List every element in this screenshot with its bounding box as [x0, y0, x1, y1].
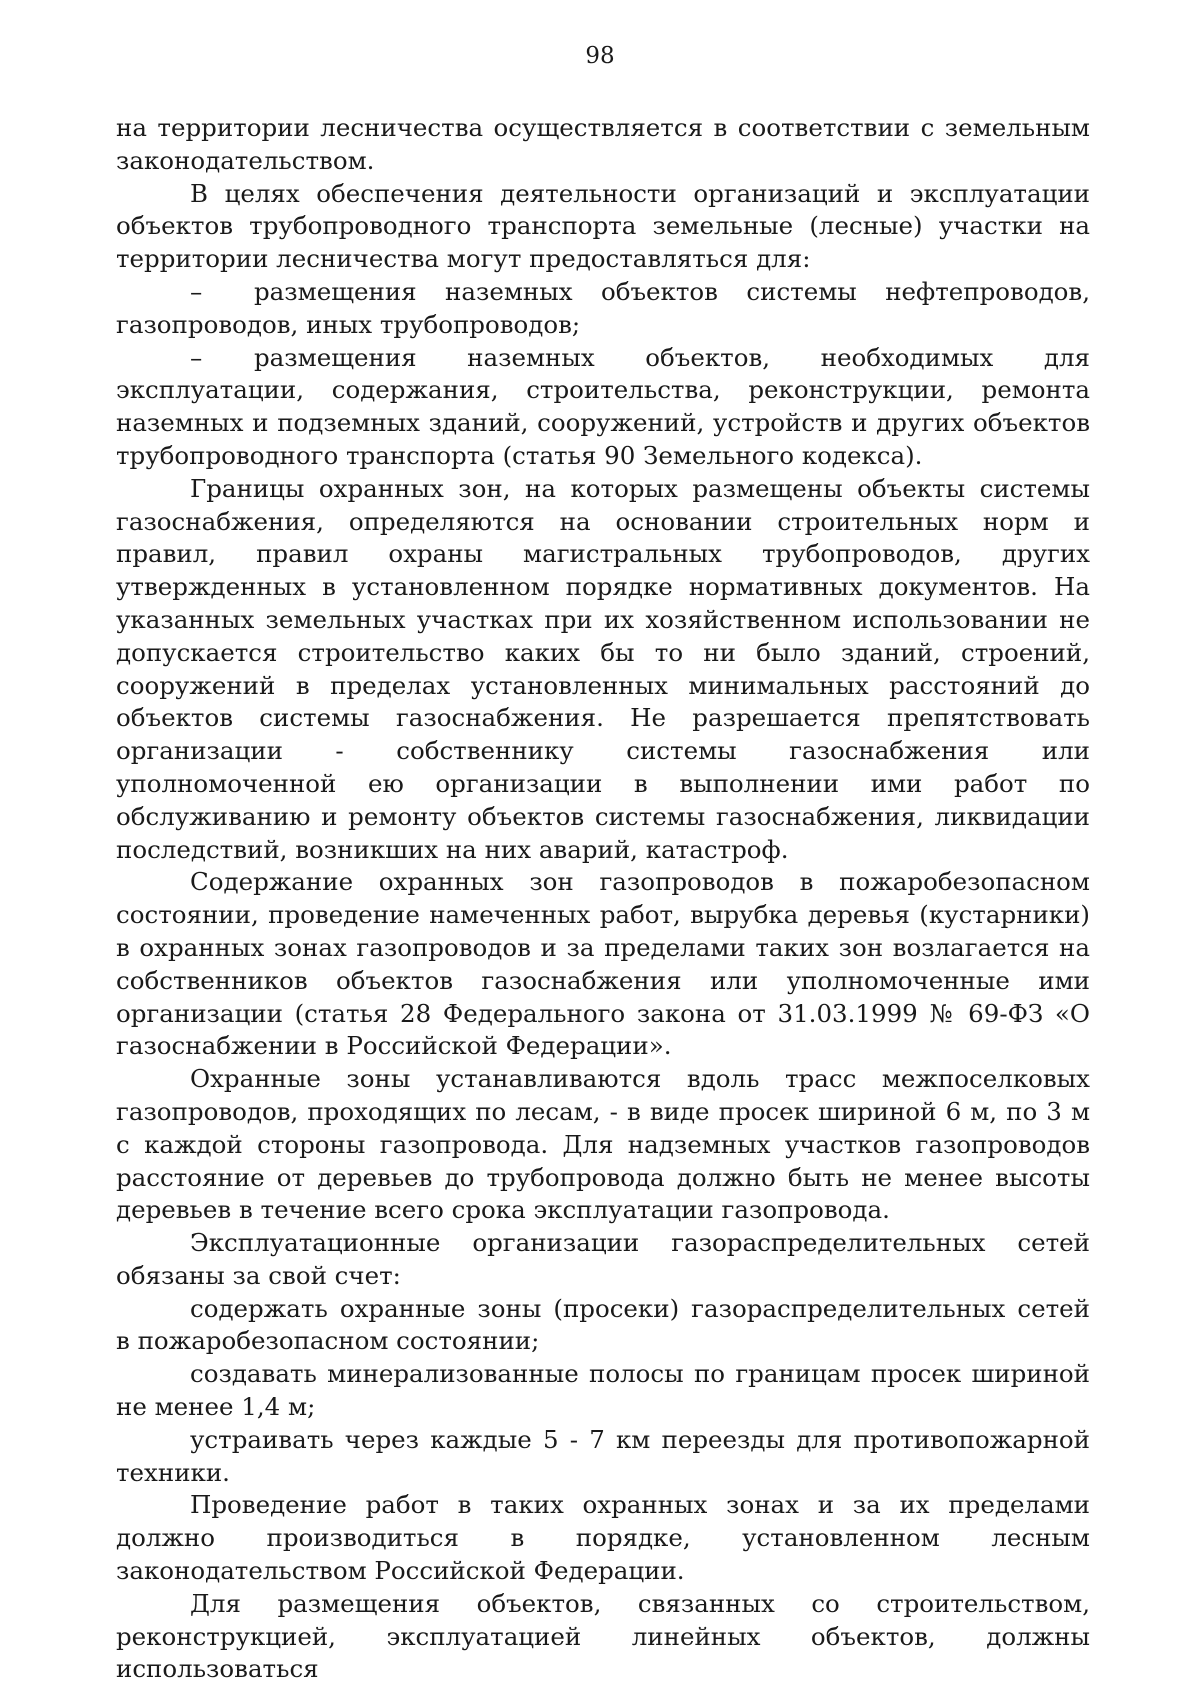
paragraph: содержать охранные зоны (просеки) газораспределительных сетей в пожаробезопасном состоянии;: [116, 1293, 1090, 1356]
paragraph: на территории лесничества осуществляется в соответствии с земельным законодательством.: [116, 113, 1090, 175]
paragraph: Проведение работ в таких охранных зонах и за их пределами должно производиться в порядке, установленном лесным законодательством Российской Федерации.: [116, 1490, 1090, 1586]
paragraph: Границы охранных зон, на которых размещены объекты системы газоснабжения, определяются на основании строительных норм и правил, правил охраны магистральных трубопроводов, других утвержденных в установленном порядке нормативных документов. На указанных земельных участках при их хозяйственном использовании не допускается строительство каких бы то ни было зданий, строений, сооружений в пределах установленных минимальных расстояний до объектов системы газоснабжения. Не разрешается препятствовать организации - собственнику системы газоснабжения или уполномоченной ею организации в выполнении ими работ по обслуживанию и ремонту объектов системы газоснабжения, ликвидации последствий, возникших на них аварий, катастроф.: [116, 473, 1090, 864]
list-item: [116, 276, 1090, 342]
dash-marker: –: [190, 342, 203, 372]
list-item-text: размещения наземных объектов, необходимых для эксплуатации, содержания, строительства, реконструкции, ремонта наземных и подземных зданий, сооружений, устройств и других объектов трубопроводного транспорта (статья 90 Земельного кодекса).: [116, 342, 1090, 470]
paragraph: Эксплуатационные организации газораспределительных сетей обязаны за свой счет:: [116, 1228, 1090, 1290]
paragraph: Для размещения объектов, связанных со строительством, реконструкцией, эксплуатацией линейных объектов, должны использоваться: [116, 1588, 1090, 1684]
body-text: [116, 112, 1090, 1686]
paragraph: Охранные зоны устанавливаются вдоль трасс межпоселковых газопроводов, проходящих по лесам, - в виде просек шириной 6 м, по 3 м с каждой стороны газопровода. Для надземных участков газопроводов расстояние от деревьев до трубопровода должно быть не менее высоты деревьев в течение всего срока эксплуатации газопровода.: [116, 1064, 1090, 1225]
paragraph: создавать минерализованные полосы по границам просек шириной не менее 1,4 м;: [116, 1359, 1090, 1422]
paragraph: устраивать через каждые 5 - 7 км переезды для противопожарной техники.: [116, 1424, 1090, 1487]
paragraph: Содержание охранных зон газопроводов в пожаробезопасном состоянии, проведение намеченных работ, вырубка деревья (кустарники) в охранных зонах газопроводов и за пределами таких зон возлагается на собственников объектов газоснабжения или уполномоченные ими организации (статья 28 Федерального закона от 31.03.1999 № 69-ФЗ «О газоснабжении в Российской Федерации».: [116, 867, 1090, 1061]
page-number: 98: [585, 43, 615, 69]
list-item: [116, 342, 1090, 473]
dash-marker: –: [190, 276, 203, 306]
list-item-text: размещения наземных объектов системы нефтепроводов, газопроводов, иных трубопроводов;: [116, 276, 1090, 339]
paragraph: В целях обеспечения деятельности организаций и эксплуатации объектов трубопроводного транспорта земельные (лесные) участки на территории лесничества могут предоставляться для:: [116, 178, 1090, 274]
